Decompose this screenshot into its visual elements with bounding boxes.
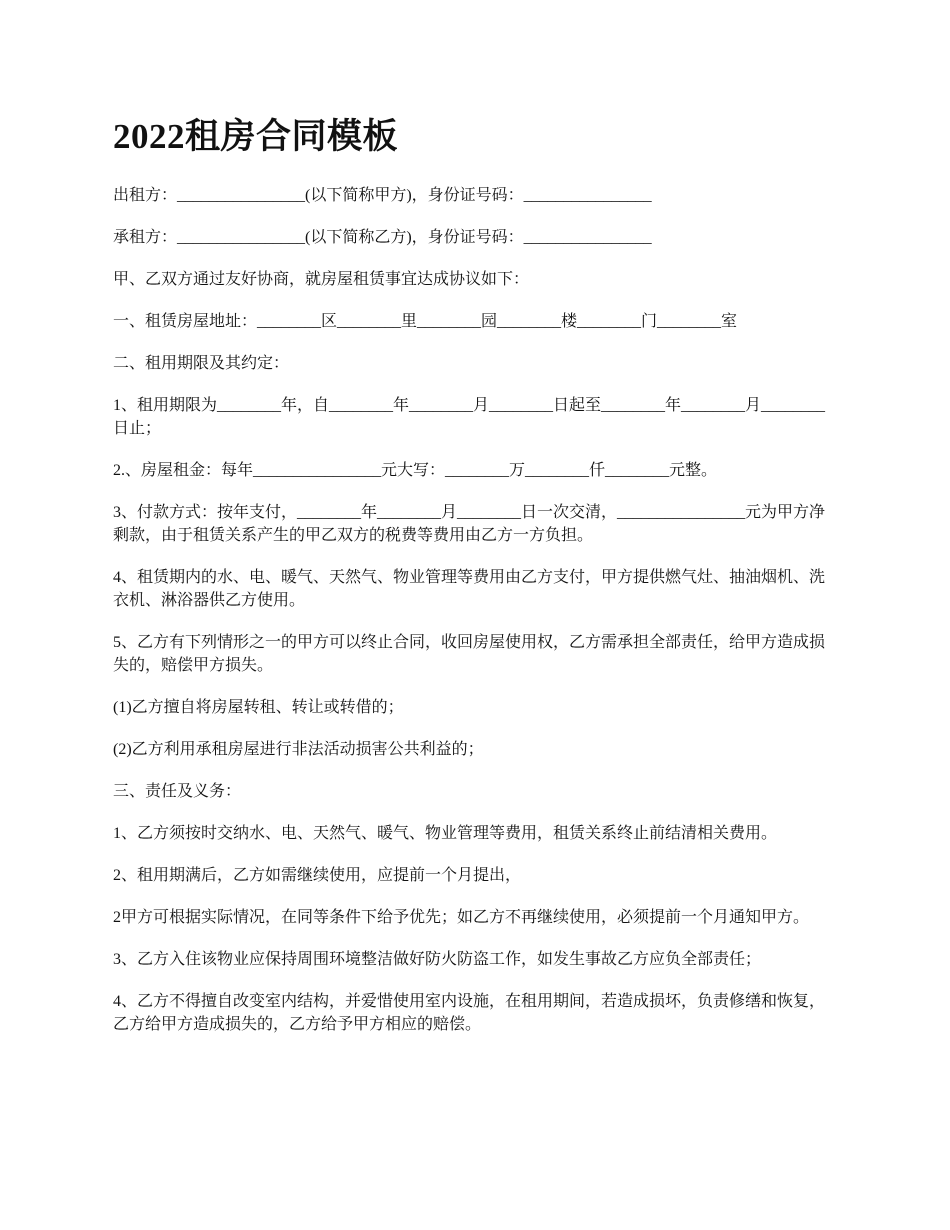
section-3-heading: 三、责任及义务： — [113, 783, 242, 800]
clause-lease-term: 1、租用期限为________年，自________年________月________日起至________年________月________日止； — [113, 397, 826, 437]
lessee-line: 承租方：________________(以下简称乙方)，身份证号码：________________ — [113, 229, 652, 246]
agreement-intro: 甲、乙双方通过友好协商，就房屋租赁事宜达成协议如下： — [113, 271, 530, 288]
duty-renewal: 2、租用期满后，乙方如需继续使用，应提前一个月提出， — [113, 867, 522, 884]
lessor-line: 出租方：________________(以下简称甲方)，身份证号码：________________ — [113, 187, 652, 204]
clause-termination: 5、乙方有下列情形之一的甲方可以终止合同，收回房屋使用权，乙方需承担全部责任，给甲方造成损失的，赔偿甲方损失。 — [113, 634, 826, 674]
clause-rent: 2.、房屋租金：每年________________元大写：________万________仟________元整。 — [113, 462, 718, 479]
termination-item-2: (2)乙方利用承租房屋进行非法活动损害公共利益的； — [113, 741, 484, 758]
section-1-address: 一、租赁房屋地址：________区________里________园________楼________门________室 — [113, 313, 738, 330]
duty-fees: 1、乙方须按时交纳水、电、天然气、暖气、物业管理等费用，租赁关系终止前结清相关费用。 — [113, 825, 778, 842]
section-2-heading: 二、租用期限及其约定： — [113, 355, 290, 372]
termination-item-1: (1)乙方擅自将房屋转租、转让或转借的； — [113, 699, 404, 716]
duty-safety: 3、乙方入住该物业应保持周围环境整洁做好防火防盗工作，如发生事故乙方应负全部责任； — [113, 951, 762, 968]
duty-structure: 4、乙方不得擅自改变室内结构，并爱惜使用室内设施，在租用期间，若造成损坏，负责修缮和恢复，乙方给甲方造成损失的，乙方给予甲方相应的赔偿。 — [113, 993, 826, 1033]
clause-payment: 3、付款方式：按年支付，________年________月________日一次交清，________________元为甲方净剩款，由于租赁关系产生的甲乙双方的税费等费用由乙方一方负担。 — [113, 504, 826, 544]
clause-utilities: 4、租赁期内的水、电、暖气、天然气、物业管理等费用由乙方支付，甲方提供燃气灶、抽油烟机、洗衣机、淋浴器供乙方使用。 — [113, 569, 826, 609]
document-title: 2022租房合同模板 — [113, 117, 399, 156]
duty-renewal-priority: 2甲方可根据实际情况，在同等条件下给予优先；如乙方不再继续使用，必须提前一个月通知甲方。 — [113, 909, 810, 926]
document-body — [113, 112, 840, 1055]
